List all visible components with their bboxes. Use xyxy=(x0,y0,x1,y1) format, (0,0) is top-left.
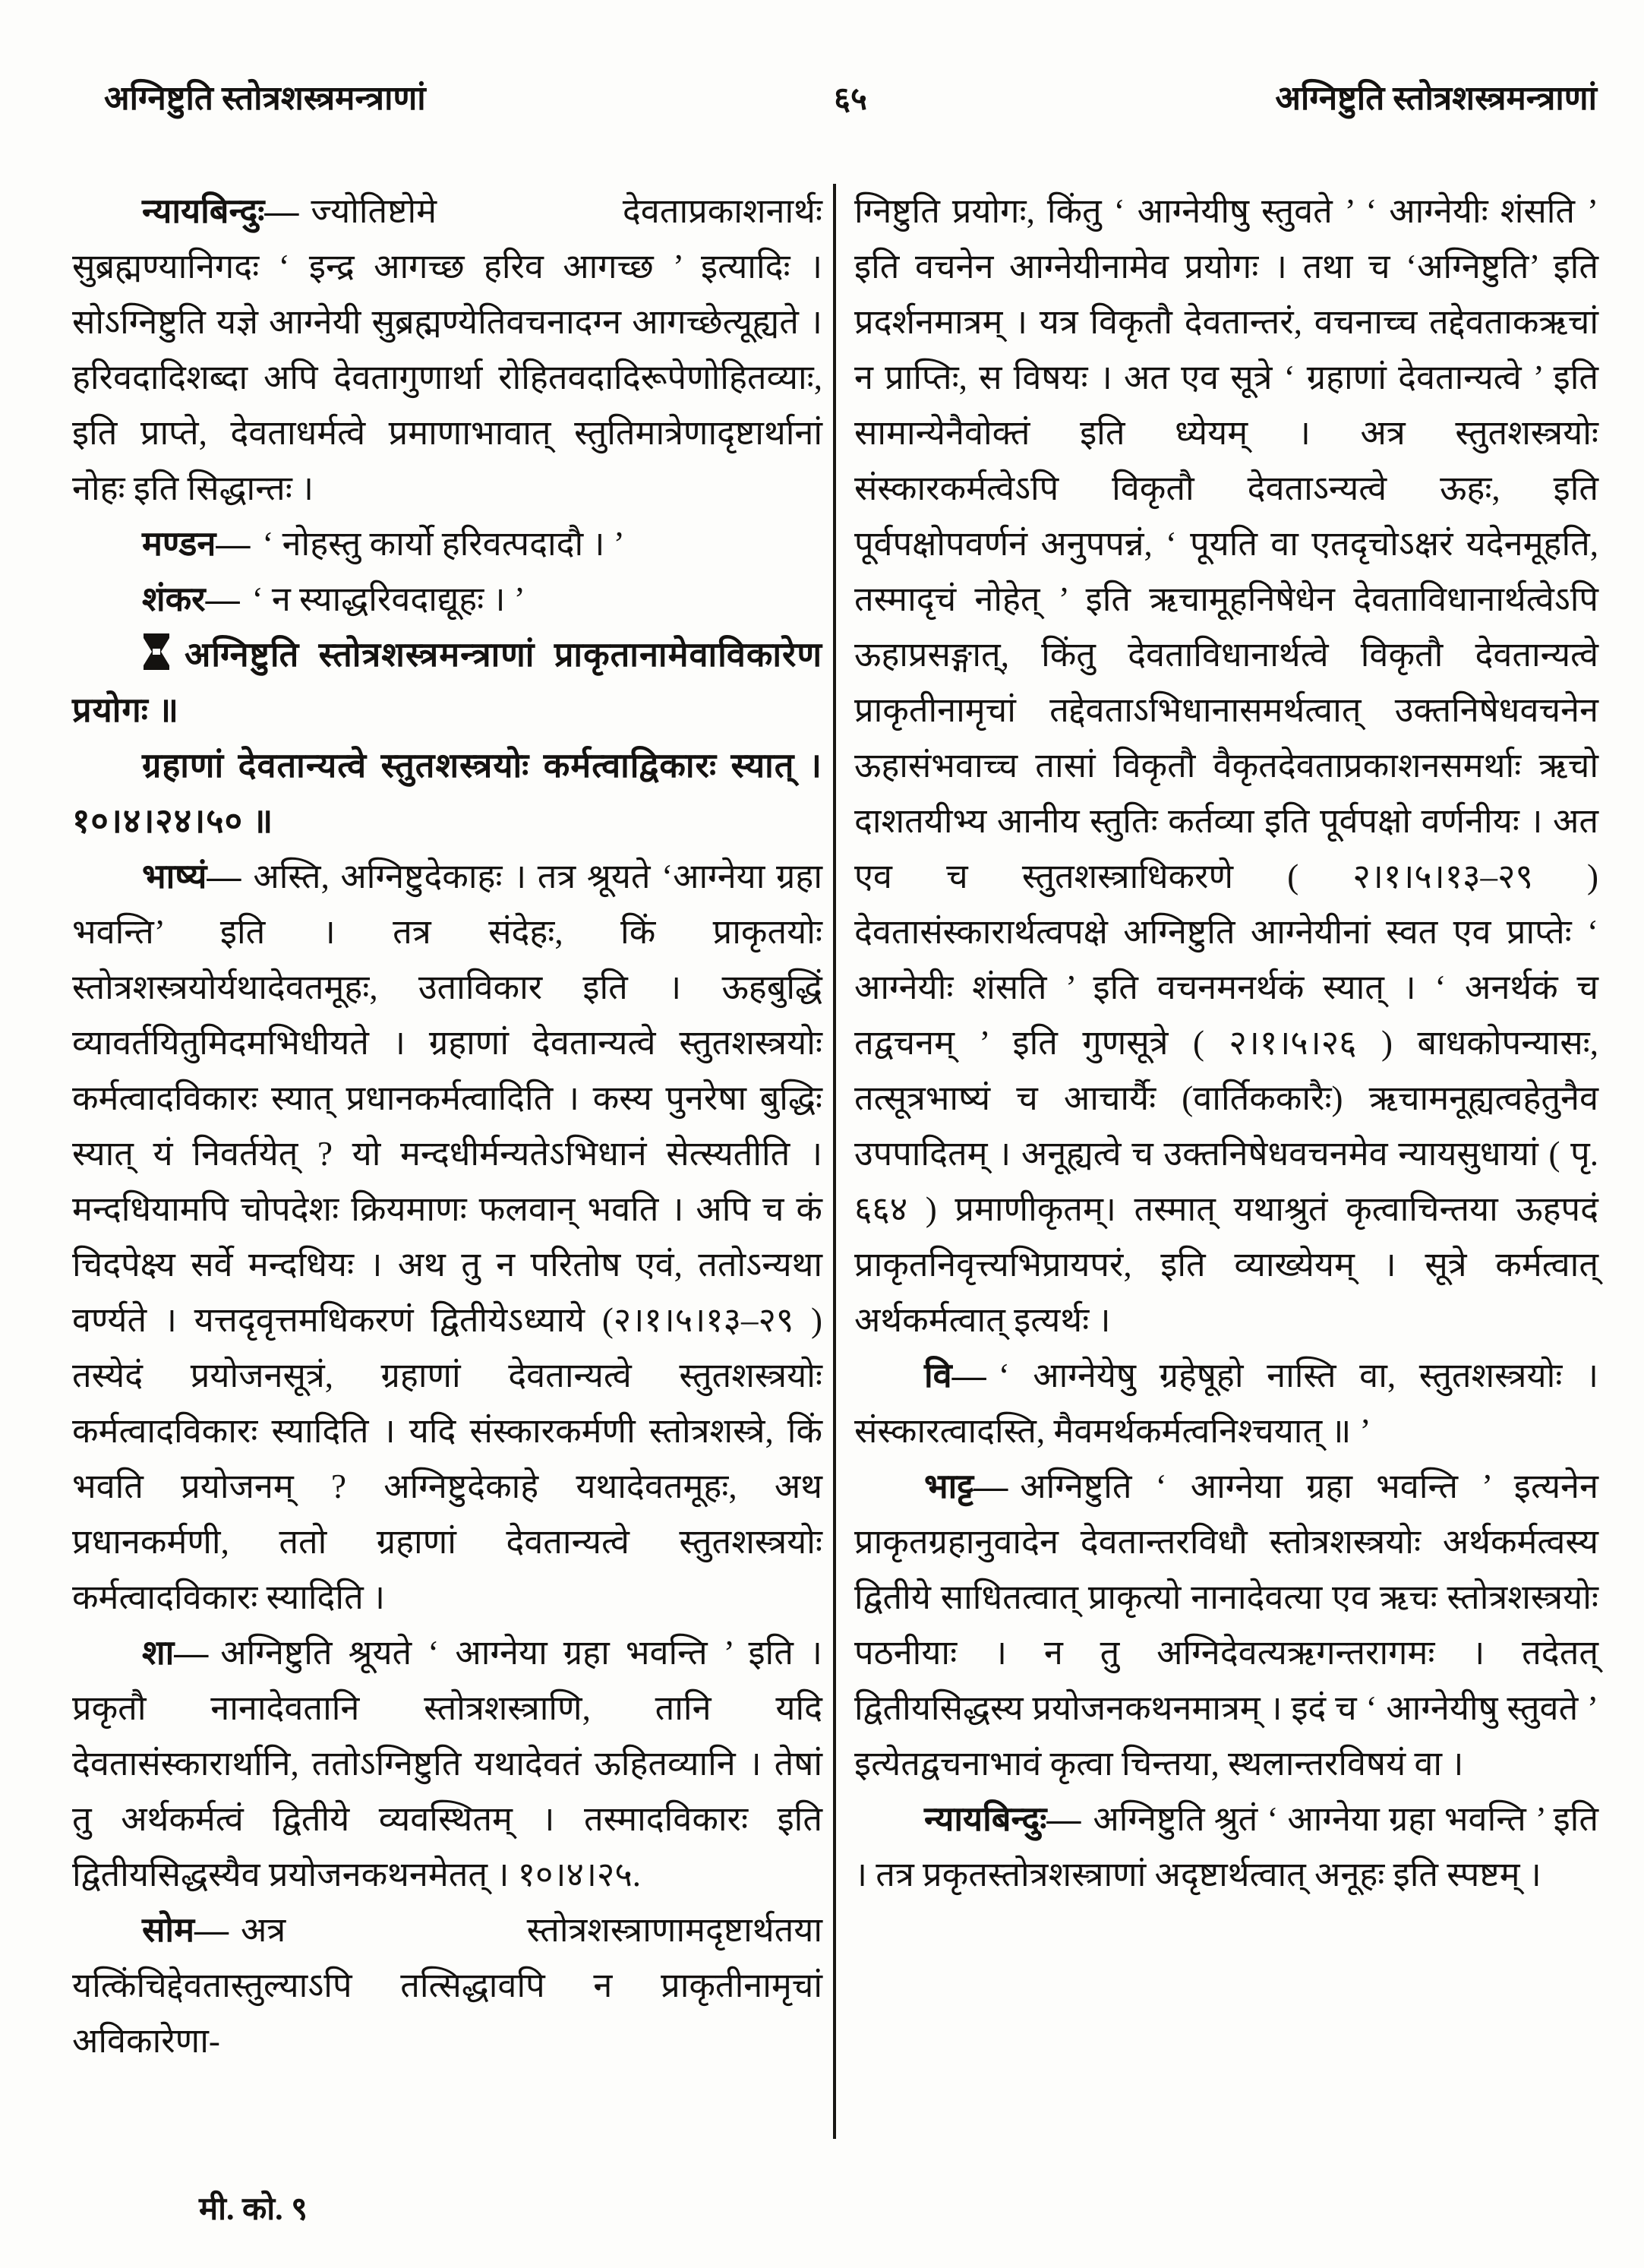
running-header-right: अग्निष्टुति स्तोत्रशस्त्रमन्त्राणां xyxy=(1275,80,1597,117)
paragraph-text: अस्ति, अग्निष्टुदेकाहः । तत्र श्रूयते ‘आग्नेया ग्रहा भवन्ति’ इति । तत्र संदेहः, किं प्राकृतयोः स्तोत्रशस्त्रयोर्यथादेवतमूहः, उताविकार इति । ऊहबुद्धिं व्यावर्तयितुमिदमभिधीयते । ग्रहाणां देवतान्यत्वे स्तुतशस्त्रयोः कर्मत्वादविकारः स्यात् प्रधानकर्मत्वादिति । कस्य पुनरेषा बुद्धिः स्यात् यं निवर्तयेत् ? यो मन्दधीर्मन्यतेऽभिधानं सेत्स्यतीति । मन्दधियामपि चोपदेशः क्रियमाणः फलवान् भवति । अपि च कं चिदपेक्ष्य सर्वे मन्दधियः । अथ तु न परितोष एवं, ततोऽन्यथा वर्ण्यते । यत्तदृवृत्तमधिकरणं द्वितीयेऽध्याये (२।१।५।१३–२९ ) तस्येदं प्रयोजनसूत्रं, ग्रहाणां देवतान्यत्वे स्तुतशस्त्रयोः कर्मत्वादविकारः स्यादिति । यदि संस्कारकर्मणी स्तोत्रशस्त्रे, किं भवति प्रयोजनम् ? अग्निष्टुदेकाहे यथादेवतमूहः, अथ प्रधानकर्मणी, ततो ग्रहाणां देवतान्यत्वे स्तुतशस्त्रयोः कर्मत्वादविकारः स्यादिति । xyxy=(72,858,822,1616)
paragraph-shabara xyxy=(72,1625,822,1903)
lead-word: शा— xyxy=(142,1634,209,1672)
lead-word: भाष्यं— xyxy=(142,858,241,896)
paragraph-text: ‘ नोहस्तु कार्यो हरिवत्पदादौ । ’ xyxy=(262,525,625,563)
paragraph-soma xyxy=(72,1903,822,2069)
paragraph-soma-continued xyxy=(854,184,1598,1348)
paragraph-bhashya xyxy=(72,849,822,1625)
paragraph-vi xyxy=(854,1348,1598,1459)
lead-word: सोम— xyxy=(142,1911,229,1949)
paragraph-text: अग्निष्टुति श्रूयते ‘ आग्नेया ग्रहा भवन्ति ’ इति । प्रकृतौ नानादेवतानि स्तोत्रशस्त्राणि, तानि यदि देवतासंस्कारार्थानि, ततोऽग्निष्टुति यथादेवतं ऊहितव्यानि । तेषां तु अर्थकर्मत्वं द्वितीये व्यवस्थितम् । तस्मादविकारः इति द्वितीयसिद्धस्यैव प्रयोजनकथनमेतत् । १०।४।२५. xyxy=(72,1634,822,1894)
paragraph-text: ग्रहाणां देवतान्यत्वे स्तुतशस्त्रयोः कर्मत्वाद्विकारः स्यात् । १०।४।२४।५० ॥ xyxy=(72,747,822,840)
paragraph-text: ‘ आग्नेयेषु ग्रहेषूहो नास्ति वा, स्तुतशस्त्रयोः । संस्कारत्वादस्ति, मैवमर्थकर्मत्वनिश्चयात् ॥ ’ xyxy=(854,1357,1598,1450)
section-ornament-icon xyxy=(142,633,171,671)
paragraph-text: अग्निष्टुति श्रुतं ‘ आग्नेया ग्रहा भवन्ति ’ इति । तत्र प्रकृतस्तोत्रशस्त्राणां अदृष्टार्थत्वात् अनूहः इति स्पष्टम् । xyxy=(854,1800,1598,1894)
paragraph-bhatta xyxy=(854,1459,1598,1792)
paragraph-text: ज्योतिष्टोमे देवताप्रकाशनार्थः सुब्रह्मण्यानिगदः ‘ इन्द्र आगच्छ हरिव आगच्छ ’ इत्यादिः । सोऽग्निष्टुति यज्ञे आग्नेयी सुब्रह्मण्येतिवचनादग्न आगच्छेत्यूह्यते । हरिवदादिशब्दा अपि देवतागुणार्था रोहितवदादिरूपेणोहितव्याः, इति प्राप्ते, देवताधर्मत्वे प्रमाणाभावात् स्तुतिमात्रेणादृष्टार्थानां नोहः इति सिद्धान्तः । xyxy=(72,192,822,507)
page-number: ६५ xyxy=(834,82,867,117)
footer-signature: मी. को. ९ xyxy=(199,2192,308,2227)
lead-word: वि— xyxy=(924,1357,986,1395)
lead-word: न्यायबिन्दुः— xyxy=(142,192,299,230)
paragraph-text: अग्निष्टुति स्तोत्रशस्त्रमन्त्राणां प्राकृतानामेवाविकारेण प्रयोगः ॥ xyxy=(72,636,822,729)
paragraph-nyayabindu xyxy=(72,184,822,516)
paragraph-text: ‘ न स्याद्धरिवदाद्यूहः । ’ xyxy=(251,580,525,618)
paragraph-text: ग्निष्टुति प्रयोगः, किंतु ‘ आग्नेयीषु स्तुवते ’ ‘ आग्नेयीः शंसति ’ इति वचनेन आग्नेयीनामेव प्रयोगः । तथा च ‘अग्निष्टुति’ इति प्रदर्शनमात्रम् । यत्र विकृतौ देवतान्तरं, वचनाच्च तद्देवताकऋचां न प्राप्तिः, स विषयः । अत एव सूत्रे ‘ ग्रहाणां देवतान्यत्वे ’ इति सामान्येनैवोक्तं इति ध्येयम् । अत्र स्तुतशस्त्रयोः संस्कारकर्मत्वेऽपि विकृतौ देवताऽन्यत्वे ऊहः, इति पूर्वपक्षोपवर्णनं अनुपपन्नं, ‘ पूयति वा एतदृचोऽक्षरं यदेनमूहति, तस्मादृचं नोहेत् ’ इति ऋचामूहनिषेधेन देवताविधानार्थत्वेऽपि ऊहाप्रसङ्गात्, किंतु देवताविधानार्थत्वे विकृतौ देवतान्यत्वे प्राकृतीनामृचां तद्देवताऽभिधानासमर्थत्वात् उक्तनिषेधवचनेन ऊहासंभवाच्च तासां विकृतौ वैकृतदेवताप्रकाशनसमर्थाः ऋचो दाशतयीभ्य आनीय स्तुतिः कर्तव्या इति पूर्वपक्षो वर्णनीयः । अत एव च स्तुतशस्त्राधिकरणे ( २।१।५।१३–२९ ) देवतासंस्कारार्थत्वपक्षे अग्निष्टुति आग्नेयीनां स्वत एव प्राप्तेः ‘ आग्नेयीः शंसति ’ इति वचनमनर्थकं स्यात् । ‘ अनर्थकं च तद्वचनम् ’ इति गुणसूत्रे ( २।१।५।२६ ) बाधकोपन्यासः, तत्सूत्रभाष्यं च आचार्यैः (वार्तिककारैः) ऋचामनूह्यत्वहेतुनैव उपपादितम् । अनूह्यत्वे च उक्तनिषेधवचनमेव न्यायसुधायां ( पृ. ६६४ ) प्रमाणीकृतम्। तस्मात् यथाश्रुतं कृत्वाचिन्तया ऊहपदं प्राकृतनिवृत्त्यभिप्रायपरं, इति व्याख्येयम् । सूत्रे कर्मत्वात् अर्थकर्मत्वात् इत्यर्थः । xyxy=(854,192,1598,1339)
paragraph-sutra xyxy=(72,738,822,849)
lead-word: भाट्ट— xyxy=(924,1467,1008,1505)
right-column xyxy=(836,184,1598,2139)
lead-word: न्यायबिन्दुः— xyxy=(924,1800,1081,1838)
paragraph-text: अग्निष्टुति ‘ आग्नेया ग्रहा भवन्ति ’ इत्यनेन प्राकृतग्रहानुवादेन देवतान्तरविधौ स्तोत्रशस्त्रयोः अर्थकर्मत्वस्य द्वितीये साधितत्वात् प्राकृत्यो नानादेवत्या एव ऋचः स्तोत्रशस्त्रयोः पठनीयाः । न तु अग्निदेवत्यऋगन्तरागमः । तदेतत् द्वितीयसिद्धस्य प्रयोजनकथनमात्रम् । इदं च ‘ आग्नेयीषु स्तुवते ’ इत्येतद्वचनाभावं कृत्वा चिन्तया, स्थलान्तरविषयं वा । xyxy=(854,1467,1598,1783)
paragraph-shankara xyxy=(72,572,822,627)
running-header xyxy=(72,82,1597,115)
lead-word: मण्डन— xyxy=(142,525,251,563)
paragraph-mandana xyxy=(72,516,822,572)
paragraph-text: अत्र स्तोत्रशस्त्राणामदृष्टार्थतया यत्किंचिद्देवतास्तुल्याऽपि तत्सिद्धावपि न प्राकृतीनामृचां अविकारेणा- xyxy=(72,1911,822,2060)
text-columns xyxy=(72,184,1598,2139)
left-column xyxy=(72,184,822,2139)
paragraph-nyayabindu-2 xyxy=(854,1792,1598,1903)
running-header-left: अग्निष्टुति स्तोत्रशस्त्रमन्त्राणां xyxy=(104,80,426,117)
paragraph-adhikarana-title xyxy=(72,627,822,738)
lead-word: शंकर— xyxy=(142,580,240,618)
